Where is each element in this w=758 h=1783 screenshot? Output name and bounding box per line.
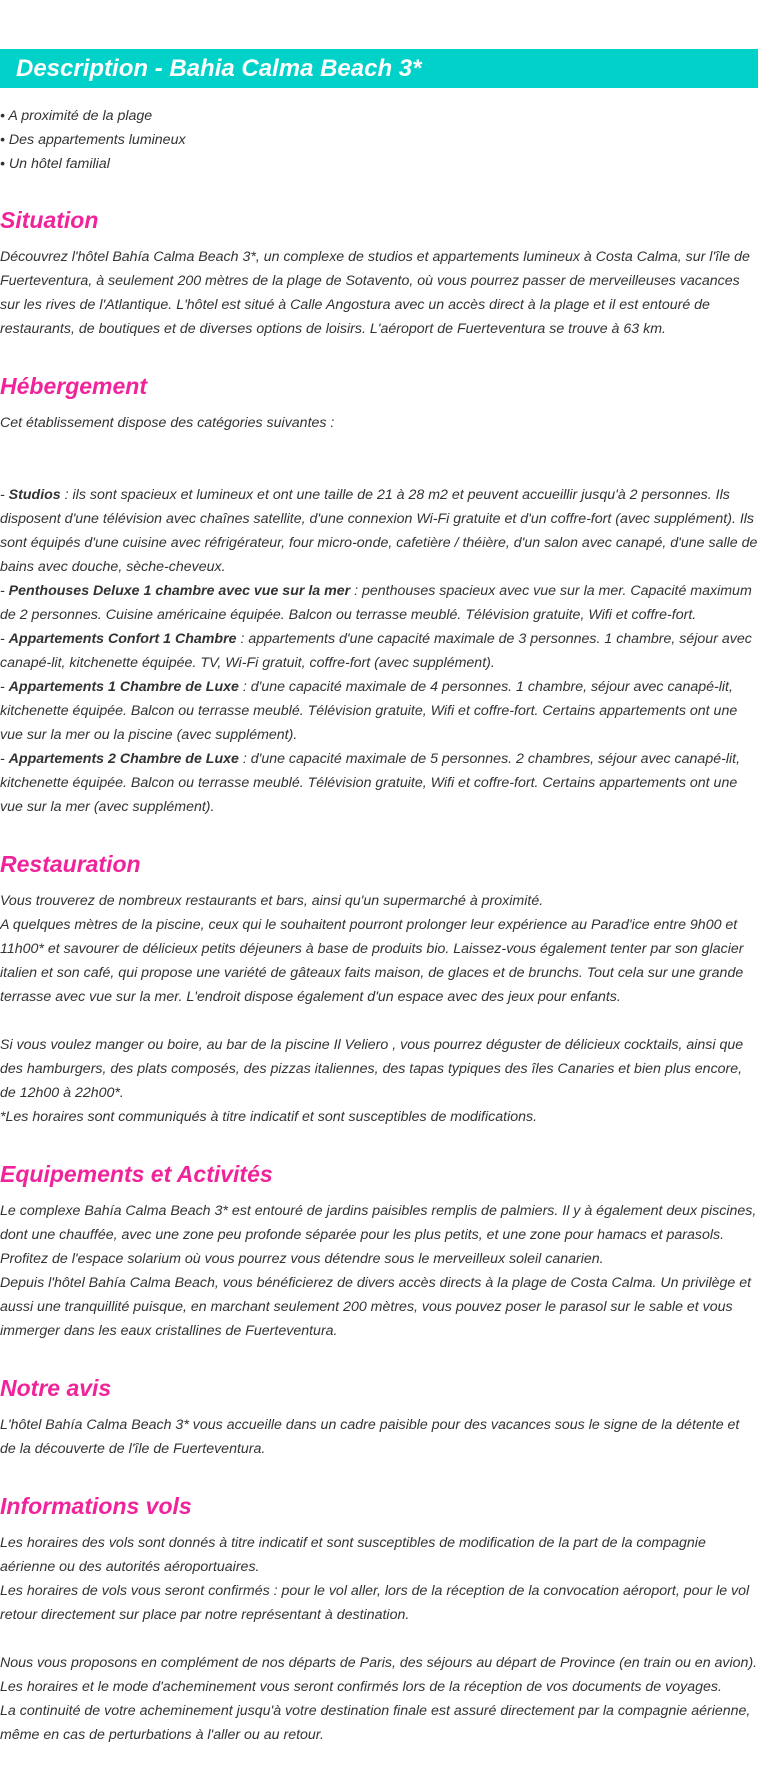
room-prefix: - <box>0 751 9 767</box>
vols-text-4: Les horaires et le mode d'acheminement vous seront confirmés lors de la réception de vos documents de voyages. <box>0 1679 722 1695</box>
room-studios <box>0 483 758 579</box>
room-luxe-1 <box>0 675 758 747</box>
avis-heading: Notre avis <box>0 1375 112 1401</box>
room-description: : penthouses spacieux avec vue sur la mer. Capacité maximum de 2 personnes. Cuisine américaine équipée. Balcon ou terrasse meublé. Télévision gratuite, Wifi et coffre-fort. <box>0 583 752 623</box>
highlights-list <box>0 104 758 176</box>
highlight-item: • Des appartements lumineux <box>0 132 186 148</box>
hebergement-intro: Cet établissement dispose des catégories suivantes : <box>0 415 335 431</box>
restauration-text-2: A quelques mètres de la piscine, ceux qui le souhaitent pourront prolonger leur expérience au Parad'ice entre 9h00 et 11h00* et savourer de délicieux petits déjeuners à base de produits bio. Laissez-vous également tenter par son glacier italien et son café, qui propose une variété de gâteaux faits maison, de glaces et de brunchs. Tout cela sur une grande terrasse avec vue sur la mer. L'endroit dispose également d'un espace avec des jeux pour enfants. <box>0 917 744 1005</box>
equipements-text-2: Depuis l'hôtel Bahía Calma Beach, vous bénéficierez de divers accès directs à la plage de Costa Calma. Un privilège et aussi une tranquillité puisque, en marchant seulement 200 mètres, vous pouvez poser le parasol sur le sable et vous immerger dans les eaux cristallines de Fuerteventura. <box>0 1275 752 1339</box>
equipements-text-1: Le complexe Bahía Calma Beach 3* est entouré de jardins paisibles remplis de palmiers. Il y à également deux piscines, dont une chauffée, avec une zone peu profonde séparée pour les plus petits, et une zone pour hamacs et parasols. Profitez de l'espace solarium où vous pourrez vous détendre sous le merveilleux soleil canarien. <box>0 1203 757 1267</box>
room-name: Studios <box>8 487 61 503</box>
restauration-heading: Restauration <box>0 851 141 877</box>
vols-heading: Informations vols <box>0 1493 192 1519</box>
spacer <box>0 435 758 483</box>
hebergement-heading: Hébergement <box>0 373 147 399</box>
content <box>0 104 758 1747</box>
equipements-heading: Equipements et Activités <box>0 1161 273 1187</box>
restauration-text-1: Vous trouverez de nombreux restaurants et bars, ainsi qu'un supermarché à proximité. <box>0 893 544 909</box>
room-luxe-2 <box>0 747 758 819</box>
room-name: Appartements 2 Chambre de Luxe <box>8 751 239 767</box>
room-name: Appartements 1 Chambre de Luxe <box>8 679 239 695</box>
room-prefix: - <box>0 583 9 599</box>
vols-text-1: Les horaires des vols sont donnés à titre indicatif et sont susceptibles de modification de la part de la compagnie aérienne ou des autorités aéroportuaires. <box>0 1535 706 1575</box>
restauration-text-3: Si vous voulez manger ou boire, au bar de la piscine Il Veliero , vous pourrez déguster de délicieux cocktails, ainsi que des hamburgers, des plats composés, des pizzas italiennes, des tapas typiques des îles Canaries et bien plus encore, de 12h00 à 22h00*. <box>0 1037 744 1101</box>
room-prefix: - <box>0 487 9 503</box>
room-name: Penthouses Deluxe 1 chambre avec vue sur la mer <box>8 583 351 599</box>
avis-text: L'hôtel Bahía Calma Beach 3* vous accueille dans un cadre paisible pour des vacances sous le signe de la détente et de la découverte de l'île de Fuerteventura. <box>0 1417 740 1457</box>
situation-text: Découvrez l'hôtel Bahía Calma Beach 3*, un complexe de studios et appartements lumineux à Costa Calma, sur l'île de Fuerteventura, à seulement 200 mètres de la plage de Sotavento, où vous pourrez passer de merveilleuses vacances sur les rives de l'Atlantique. L'hôtel est situé à Calle Angostura avec un accès direct à la plage et il est entouré de restaurants, de boutiques et de diverses options de loisirs. L'aéroport de Fuerteventura se trouve à 63 km. <box>0 249 750 337</box>
restauration-note: *Les horaires sont communiqués à titre indicatif et sont susceptibles de modifications. <box>0 1109 538 1125</box>
room-description: : appartements d'une capacité maximale de 3 personnes. 1 chambre, séjour avec canapé-lit, kitchenette équipée. TV, Wi-Fi gratuit, coffre-fort (avec supplément). <box>0 631 752 671</box>
room-prefix: - <box>0 679 9 695</box>
room-penthouses <box>0 579 758 627</box>
room-description: : ils sont spacieux et lumineux et ont une taille de 21 à 28 m2 et peuvent accueillir jusqu'à 2 personnes. Ils disposent d'une télévision avec chaînes satellite, d'une connexion Wi-Fi gratuite et d'un coffre-fort (avec supplément). Ils sont équipés d'une cuisine avec réfrigérateur, four micro-onde, cafetière / théière, d'un salon avec canapé, d'une salle de bains avec douche, sèche-cheveux. <box>0 487 758 575</box>
description-banner: Description - Bahia Calma Beach 3* <box>0 49 758 88</box>
room-description: : d'une capacité maximale de 4 personnes. 1 chambre, séjour avec canapé-lit, kitchenette équipée. Balcon ou terrasse meublé. Télévision gratuite, Wifi et coffre-fort. Certains appartements ont une vue sur la mer ou la piscine (avec supplément). <box>0 679 738 743</box>
vols-text-2: Les horaires de vols vous seront confirmés : pour le vol aller, lors de la réception de la convocation aéroport, pour le vol retour directement sur place par notre représentant à destination. <box>0 1583 750 1623</box>
room-confort-1 <box>0 627 758 675</box>
spacer <box>0 1627 758 1651</box>
situation-heading: Situation <box>0 207 99 233</box>
spacer <box>0 1009 758 1033</box>
highlight-item: • A proximité de la plage <box>0 108 153 124</box>
room-prefix: - <box>0 631 9 647</box>
room-name: Appartements Confort 1 Chambre <box>8 631 237 647</box>
vols-text-5: La continuité de votre acheminement jusqu'à votre destination finale est assuré directement par la compagnie aérienne, même en cas de perturbations à l'aller ou au retour. <box>0 1703 751 1743</box>
vols-text-3: Nous vous proposons en complément de nos départs de Paris, des séjours au départ de Province (en train ou en avion). <box>0 1655 758 1671</box>
highlight-item: • Un hôtel familial <box>0 156 110 172</box>
room-description: : d'une capacité maximale de 5 personnes. 2 chambres, séjour avec canapé-lit, kitchenette équipée. Balcon ou terrasse meublé. Télévision gratuite, Wifi et coffre-fort. Certains appartements ont une vue sur la mer (avec supplément). <box>0 751 741 815</box>
